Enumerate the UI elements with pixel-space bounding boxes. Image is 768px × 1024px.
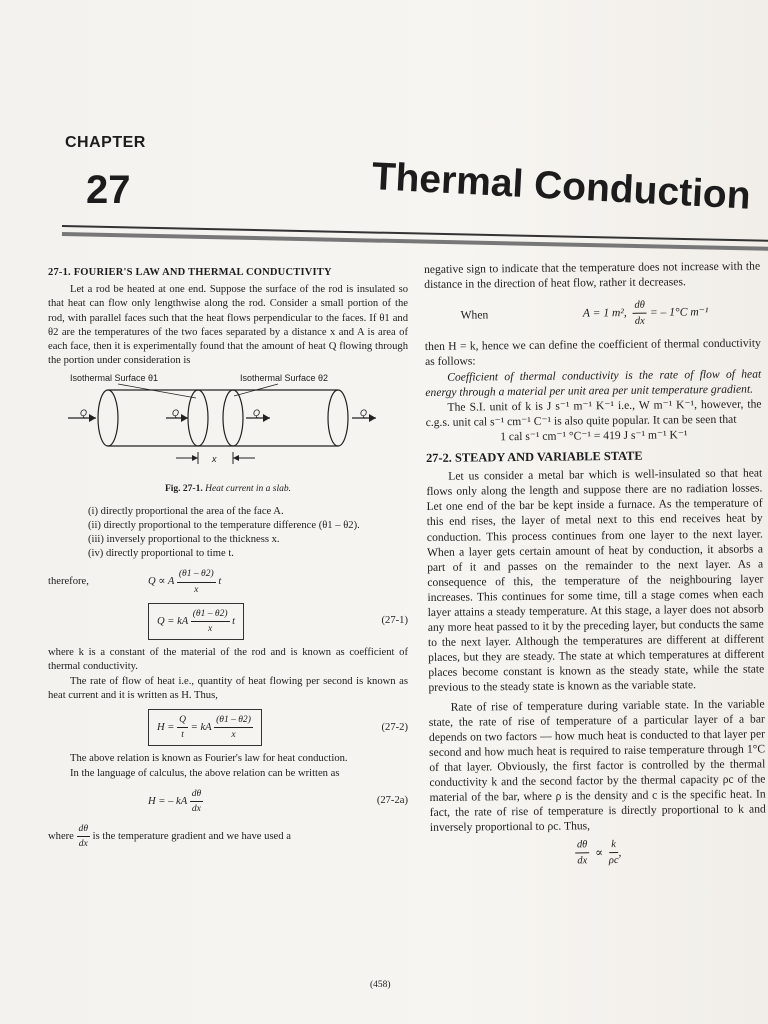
definition: Coefficient of thermal conductivity is the rate of flow of heat energy through a material per unit area per unit temperature gradient. bbox=[425, 367, 762, 399]
gradient-text: is the temperature gradient and we have used a bbox=[92, 831, 291, 843]
rod-diagram bbox=[48, 368, 408, 480]
figure-caption-number: Fig. 27-1. bbox=[164, 484, 203, 495]
frac-denominator: dx bbox=[78, 838, 88, 850]
proportional-sign: ∝ bbox=[595, 846, 604, 860]
therefore-label: therefore, bbox=[48, 576, 89, 588]
frac-numerator: dθ bbox=[77, 822, 90, 837]
section-heading-27-2: 27-2. STEADY AND VARIABLE STATE bbox=[425, 448, 643, 466]
figure-caption bbox=[48, 482, 408, 496]
frac-denominator: dx bbox=[577, 855, 588, 867]
list-item: (i) directly proportional the area of the face A. bbox=[88, 505, 284, 517]
list-item: (iv) directly proportional to time t. bbox=[88, 548, 234, 560]
unit-conversion: 1 cal s⁻¹ cm⁻¹ °C⁻¹ = 419 J s⁻¹ m⁻¹ K⁻¹ bbox=[500, 428, 688, 444]
equation-proportional bbox=[48, 567, 408, 596]
chapter-number: 27 bbox=[86, 168, 131, 212]
frac-denominator: dx bbox=[191, 803, 201, 815]
frac-numerator: dθ bbox=[632, 298, 647, 314]
paragraph: The rate of flow of heat i.e., quantity of heat flowing per second is known as heat current and it is written as H. Thus, bbox=[48, 675, 408, 701]
figure-x: x bbox=[212, 454, 217, 465]
frac-numerator: (θ1 – θ2) bbox=[191, 607, 230, 622]
where-label: where bbox=[48, 831, 74, 843]
figure-q-right: Q bbox=[360, 408, 368, 419]
figure-label-surface-1: Isothermal Surface θ1 bbox=[70, 373, 159, 384]
equation-rate bbox=[430, 836, 766, 871]
list-item: (iii) inversely proportional to the thickness x. bbox=[88, 534, 280, 546]
frac-denominator: x bbox=[194, 583, 199, 595]
paragraph: Let us consider a metal bar which is well-insulated so that heat flows only along the length and suppose there are no radiation losses. Let one end of the bar be kept inside a furnace. As the temperature of this end rises, the layer of metal next to this end receives heat by conduction. This process continues from one layer to the next layer. When a layer gets certain amount of heat by conduction, it absorbs a part of it and passes on the remainder to the next layer. As a consequence of this, the temperature of the neighbouring layer increases. This continues for some time, till a stage comes when each layer attains a steady temperature. At this stage, a layer does not absorb any more heat passed to it by the preceding layer, but conducts the same to the next layer. Although the temperatures are different at different places, but they are steady. The state at which temperatures at different places become constant is known as the steady state, while the state previous to the steady state is known as the variable state. bbox=[426, 466, 765, 695]
eq3-lhs: H = – kA bbox=[148, 796, 188, 808]
eq-comma: , bbox=[618, 846, 622, 860]
frac-denominator: t bbox=[181, 729, 184, 741]
figure-q-left: Q bbox=[80, 408, 88, 419]
frac-denominator: ρc bbox=[608, 855, 619, 867]
chapter-label: CHAPTER bbox=[65, 134, 146, 151]
when-area: A = 1 m², bbox=[582, 306, 627, 320]
left-column bbox=[48, 266, 408, 852]
figure-caption-text: Heat current in a slab. bbox=[205, 484, 292, 495]
paragraph: where k is a constant of the material of the rod and is known as coefficient of thermal conductivity. bbox=[48, 647, 408, 673]
list-item: (ii) directly proportional to the temperature difference (θ1 – θ2). bbox=[88, 519, 360, 531]
eq-prop-lhs: Q ∝ A bbox=[148, 576, 175, 588]
equation-27-2a bbox=[48, 787, 408, 816]
frac-numerator: dθ bbox=[575, 838, 590, 854]
eq2-mid: = kA bbox=[190, 722, 212, 734]
paragraph: The above relation is known as Fourier's law for heat conduction. bbox=[70, 753, 348, 765]
paragraph: Rate of rise of temperature during variable state. In the variable state, the rate of rise of temperature of a particular layer of a bar depends on two factors — how much heat is conducted to that layer per second and how much heat is required to raise temperature through 1°C of that layer. Obviously, the first factor is controlled by the thermal conductivity k and the second factor by the thermal capacity ρc of the material of the bar, where ρ is the density and c is the specific heat. In fact, the rate of rise of temperature is directly proportional to k and inversely proportional to ρc. Thus, bbox=[428, 696, 766, 835]
eq-main-lhs: Q = kA bbox=[157, 615, 189, 627]
frac-numerator: (θ1 – θ2) bbox=[177, 567, 216, 582]
equation-27-1 bbox=[48, 603, 408, 640]
equation-number: (27-2a) bbox=[376, 795, 408, 807]
when-gradient: = – 1°C m⁻¹ bbox=[649, 305, 709, 320]
boxed-equation bbox=[148, 709, 262, 746]
eq2-lhs: H = bbox=[157, 722, 175, 734]
figure-q-mid-1: Q bbox=[172, 408, 180, 419]
figure-heat-slab bbox=[48, 368, 408, 480]
eq-t: t bbox=[218, 576, 222, 588]
frac-denominator: dx bbox=[634, 315, 645, 328]
page-number: (458) bbox=[370, 980, 391, 990]
paragraph: then H = k, hence we can define the coefficient of thermal conductivity as follows: bbox=[424, 336, 761, 369]
header-rule-thick bbox=[62, 232, 768, 251]
boxed-equation bbox=[148, 603, 244, 640]
frac-denominator: x bbox=[208, 623, 213, 635]
equation-when bbox=[424, 297, 760, 332]
equation-number: (27-1) bbox=[381, 615, 408, 627]
figure-q-mid-2: Q bbox=[253, 408, 261, 419]
frac-numerator: dθ bbox=[190, 787, 203, 802]
eq-t: t bbox=[232, 615, 236, 627]
chapter-title: Thermal Conduction bbox=[370, 155, 752, 218]
frac-numerator: k bbox=[609, 837, 618, 853]
frac-denominator: x bbox=[231, 729, 236, 741]
paragraph: In the language of calculus, the above relation can be written as bbox=[70, 767, 340, 779]
equation-number: (27-2) bbox=[381, 721, 408, 733]
when-label: When bbox=[460, 308, 489, 322]
paragraph bbox=[48, 822, 408, 851]
paragraph: negative sign to indicate that the temperature does not increase with the distance in the direction of heat flow, rather it decreases. bbox=[424, 259, 761, 292]
frac-numerator: Q bbox=[177, 713, 188, 728]
paragraph: Let a rod be heated at one end. Suppose the surface of the rod is insulated so that heat can flow only lengthwise along the rod. Consider a small portion of the rod, with parallel faces such that the heat flows perpendicular to the faces. If θ1 and θ2 are the temperatures of the two faces separated by a distance x and A is area of each face, then it is experimentally found that the amount of heat Q flowing through the portion under consideration is bbox=[48, 284, 408, 367]
right-column bbox=[424, 258, 766, 874]
equation-27-2 bbox=[48, 709, 408, 746]
section-heading-27-1: 27-1. FOURIER'S LAW AND THERMAL CONDUCTIVITY bbox=[48, 267, 332, 278]
figure-label-surface-2: Isothermal Surface θ2 bbox=[240, 373, 329, 384]
frac-numerator: (θ1 – θ2) bbox=[214, 713, 253, 728]
paragraph: The S.I. unit of k is J s⁻¹ m⁻¹ K⁻¹ i.e., W m⁻¹ K⁻¹, however, the c.g.s. unit cal s⁻¹ cm⁻¹ C⁻¹ is also quite popular. It can be seen that bbox=[425, 397, 762, 429]
